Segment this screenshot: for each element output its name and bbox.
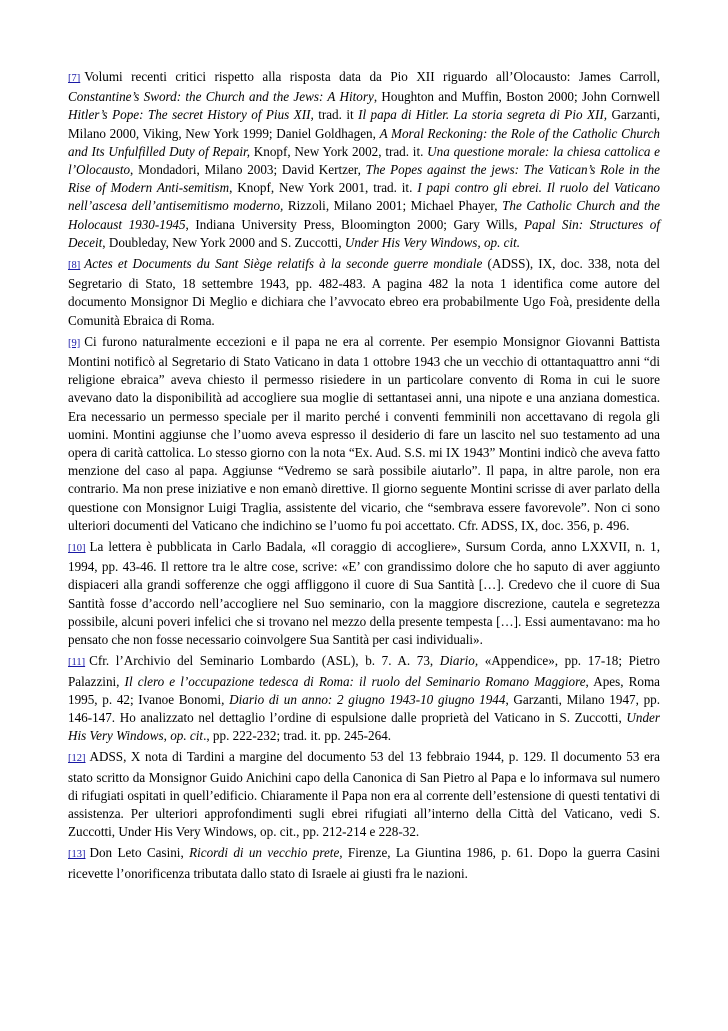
- footnote-text: trad. it: [313, 107, 359, 123]
- footnote-text: , Apes, Roma 1995, p. 42; Ivanoe Bonomi,: [68, 673, 660, 707]
- footnote-text: , Mondadori, Milano 2003; David Kertzer,: [130, 162, 366, 178]
- footnote-text: Knopf, New York 2002, trad. it.: [250, 143, 428, 159]
- footnote-text: , Indiana University Press, Bloomington 2000; Gary Wills,: [185, 216, 524, 232]
- footnote-text: ,: [163, 728, 171, 744]
- footnote-text-italic: Diario di un anno: 2 giugno 1943-10 giugno 1944: [229, 691, 506, 707]
- footnote-text: Garzanti, Milano 2000, Viking, New York 1999; Daniel Goldhagen,: [68, 107, 661, 141]
- footnote-10: [68, 538, 660, 649]
- footnote-text-italic: I papi contro gli ebrei. Il ruolo del Vaticano nell’ascesa dell’antisemitismo moderno,: [68, 180, 660, 214]
- footnote-text-italic: Ricordi di un vecchio prete,: [189, 845, 343, 861]
- footnote-text-italic: Constantine’s Sword: the Church and the Jews: A Hitory: [68, 89, 374, 105]
- footnote-text: Firenze, La Giuntina 1986, p. 61. Dopo la guerra Casini ricevette l’onorificenza tributata dallo stato di Israele ai giusti fra le nazioni.: [68, 845, 660, 881]
- footnote-13: [68, 844, 660, 882]
- footnote-text: La lettera è pubblicata in Carlo Badala, «Il coraggio di accogliere», Sursum Corda, anno LXXVII, n. 1, 1994, pp. 43-46. Il rettore tra le altre cose, scrive: «E’ con grandissimo dolore che ho saputo di aver aggiunto dispiaceri alla grandi sofferenze che oggi affliggono il cuore di Sua Santità […]. Credevo che il cuore di Sua Santità fosse d’accordo nell’accogliere nel Suo seminario, con la maggiore discrezione, cautela e segretezza possibile, alcuni poveri infelici che si trovano nel mezzo della presente tempesta […]. Essi aumentavano: ma ho pensato che non fosse necessario coinvolgere Sua Santità per casi individuali».: [68, 539, 660, 648]
- footnote-text: Rizzoli, Milano 2001; Michael Phayer,: [283, 198, 503, 214]
- footnote-text: , Garzanti, Milano 1947, pp. 146-147. Ho analizzato nel dettaglio l’ordine di espulsione dalle proprietà del Vaticano in S. Zuccotti,: [68, 691, 660, 725]
- footnote-text-italic: Il papa di Hitler. La storia segreta di Pio XII,: [358, 107, 608, 123]
- footnote-7: [68, 68, 660, 252]
- footnote-text-italic: , Il clero e l’occupazione tedesca di Roma: il ruolo del Seminario Romano Maggiore: [116, 673, 586, 689]
- footnote-ref-link[interactable]: [12]: [68, 753, 86, 765]
- footnote-text-italic: Diario,: [439, 653, 479, 669]
- footnote-text: ADSS, X nota di Tardini a margine del documento 53 del 13 febbraio 1944, p. 129. Il documento 53 era stato scritto da Monsignor Guido Anichini capo della Canonica di San Pietro al Papa e lo informava sul numero di rifugiati ospitati in quell’edificio. Chiaramente il Papa non era al corrente dell’estensione di questi tentativi di assistenza. Per ulteriori approfondimenti sugli ebrei rifugiati all’interno della Città del Vaticano, vedi S. Zuccotti, Under His Very Windows, op. cit., pp. 212-214 e 228-32.: [68, 749, 660, 840]
- footnote-text: , Houghton and Muffin, Boston 2000; John Cornwell: [373, 89, 660, 105]
- footnote-8: [68, 255, 660, 330]
- footnote-text-italic: Papal Sin: Structures of Deceit: [68, 216, 660, 250]
- footnote-text-italic: The Catholic Church and the Holocaust 1930-1945: [68, 198, 661, 232]
- footnotes-page: [68, 68, 660, 886]
- footnote-ref-link[interactable]: [9]: [68, 337, 81, 349]
- footnote-text-italic: Hitler’s Pope: The secret History of Pius XII,: [68, 107, 314, 123]
- footnote-text: Cfr. l’Archivio del Seminario Lombardo (ASL), b. 7. A. 73,: [89, 653, 440, 669]
- footnote-text: Ci furono naturalmente eccezioni e il papa ne era al corrente. Per esempio Monsignor Giovanni Battista Montini notificò al Segretario di Stato Vaticano in data 1 ottobre 1943 che un vecchio di ottantaquattro anni “di religione ebraica” aveva chiesto il permesso risiedere in un particolare convento di Roma in cui le suore avevano dato la disponibilità ad accogliere sua moglie di settantasei anni, una nipote e una anziana domestica. Era necessario un permesso speciale per il marito perché i conventi femminili non accettavano di regola gli uomini. Montini aggiunse che l’uomo aveva espresso il desiderio di fare un lascito nel suo testamento ad una opera di carità cattolica. Lo stesso giorno con la nota “Ex. Aud. S.S. mi IX 1943” Montini indicò che aveva fatto menzione del caso al papa. Aggiunse “Vedremo se sarà possibile aiutarlo”. Il papa, in altre parole, non era contrario. Ma non prese iniziative e non emanò direttive. Il giorno seguente Montini scrisse di aver parlato della questione con Monsignor Luigi Traglia, assistente del vicario, che “sembrava essere favorevole”. Non ci sono ulteriori documenti del Vaticano che indichino se l’uomo fu poi accettato. Cfr. ADSS, IX, doc. 356, p. 496.: [68, 333, 660, 533]
- footnote-11: [68, 652, 660, 745]
- footnote-ref-link[interactable]: [13]: [68, 849, 86, 861]
- footnote-text-italic: A Moral Reckoning: the Role of the Catholic Church and Its Unfulfilled Duty of Repair,: [68, 125, 660, 159]
- footnote-text: Volumi recenti critici rispetto alla risposta data da Pio XII riguardo all’Olocausto: James Carroll,: [84, 69, 660, 84]
- footnote-text-italic: Under His Very Windows, op. cit.: [344, 234, 521, 250]
- footnote-ref-link[interactable]: [11]: [68, 657, 86, 669]
- footnote-ref-link[interactable]: [7]: [68, 73, 81, 84]
- footnote-text: ., pp. 222-232; trad. it. pp. 245-264.: [203, 728, 392, 744]
- footnote-text: (ADSS), IX, doc. 338, nota del Segretario di Stato, 18 settembre 1943, pp. 482-483. A pagina 482 la nota 1 identifica come autore del documento Monsignor Di Meglio e dichiara che l’avvocato ebreo era probabilmente Ugo Foà, presidente della Comunità Ebraica di Roma.: [68, 256, 660, 328]
- footnote-text-italic: Under His Very Windows: [68, 709, 660, 744]
- footnote-text-italic: op. cit: [170, 728, 204, 744]
- footnote-text: Don Leto Casini,: [89, 845, 190, 861]
- footnote-text: , Knopf, New York 2001, trad. it.: [229, 180, 418, 196]
- footnote-text: «Appendice», pp. 17-18; Pietro Palazzini: [68, 653, 660, 689]
- footnote-ref-link[interactable]: [10]: [68, 543, 86, 555]
- footnote-text: , Doubleday, New York 2000 and S. Zuccotti,: [102, 234, 345, 250]
- footnote-text-italic: Actes et Documents du Sant Siège relatifs à la seconde guerre mondiale: [84, 256, 483, 272]
- footnote-12: [68, 748, 660, 841]
- footnote-text-italic: Una questione morale: la chiesa cattolica e l’Olocausto: [68, 143, 660, 178]
- footnote-ref-link[interactable]: [8]: [68, 260, 81, 272]
- footnote-text-italic: The Popes against the jews: The Vatican’s Role in the Rise of Modern Anti-semitism: [68, 162, 660, 196]
- footnote-9: [68, 333, 660, 535]
